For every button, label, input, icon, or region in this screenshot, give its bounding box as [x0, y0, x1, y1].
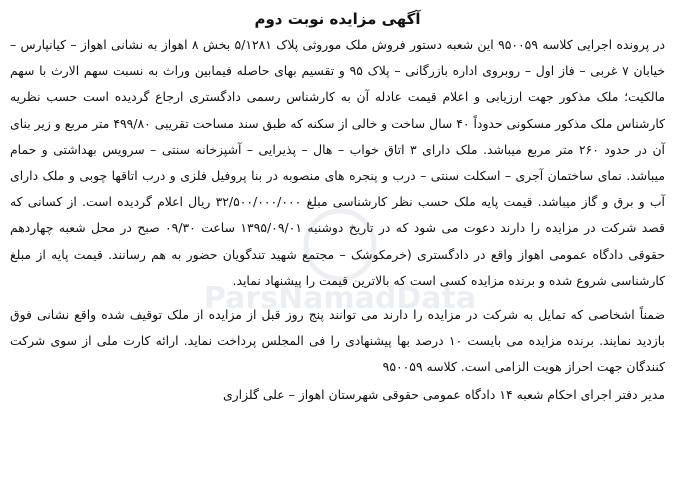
notice-paragraph-conditions: ضمناً اشخاصی که تمایل به شرکت در مزایده را دارند می توانند پنج روز قبل از مزایده از ملک توقیف شده واقع نشانی فوق بازدید نمایند. برنده مزایده می بایست ۱۰ درصد بها پیشنهادی را فی المجلس پرداخت نماید. ارائه کارت ملی از سوی شرکت کنندگان جهت احراز هویت الزامی است. کلاسه ۹۵۰۰۵۹ [10, 307, 665, 375]
notice-title: آگهی مزایده نوبت دوم [254, 10, 421, 28]
watermark-text: ParsNamadData [203, 281, 477, 316]
notice-paragraph-main: در پرونده اجرایی کلاسه ۹۵۰۰۵۹ این شعبه دستور فروش ملک موروثی پلاک ۵/۱۲۸۱ بخش ۸ اهواز به نشانی اهواز – کیانپارس – خیابان ۷ غربی – فاز اول – روبروی اداره بازرگانی – پلاک ۹۵ و تقسیم بهای حاصله فیمابین وراث به نسبت سهم الارث با سهم مالکیت؛ ملک مذکور جهت ارزیابی و اعلام قیمت عادله آن به کارشناس رسمی دادگستری ارجاع گردیده است حسب نظریه کارشناس ملک مذکور مسکونی حدوداً ۴۰ سال ساخت و خالی از سکنه که طبق سند مساحت تقریبی ۴۹۹/۸۰ متر مربع و زیر بنای آن در حدود ۲۶۰ متر مربع میباشد. ملک دارای ۳ اتاق خواب – هال – پذیرایی – آشپزخانه سنتی – سرویس بهداشتی و حمام میباشد. نمای ساختمان آجری – اسکلت سنتی – درب و پنجره های منصوبه در بنا پروفیل فلزی و درب اتاقها چوبی و ملک دارای آب و برق و گاز میباشد. قیمت پایه ملک حسب نظر کارشناسی مبلغ ۳۲/۵۰۰/۰۰۰/۰۰۰ ریال اعلام گردیده است. از کسانی که قصد شرکت در مزایده را دارند دعوت می شود که در تاریخ دوشنبه ۱۳۹۵/۰۹/۰۱ ساعت ۰۹/۳۰ صبح در محل شعبه چهاردهم حقوقی دادگاه عمومی اهواز واقع در دادگستری (خرمکوشک – مجتمع شهید تندگویان حضور به هم رسانند. قیمت پایه از مبلغ کارشناسی شروع شده و برنده مزایده کسی است که بالاترین قیمت را پیشنهاد نماید. [10, 37, 666, 288]
notice-signature: مدیر دفتر اجرای احکام شعبه ۱۴ دادگاه عمومی حقوقی شهرستان اهواز – علی گلزاری [222, 386, 665, 402]
